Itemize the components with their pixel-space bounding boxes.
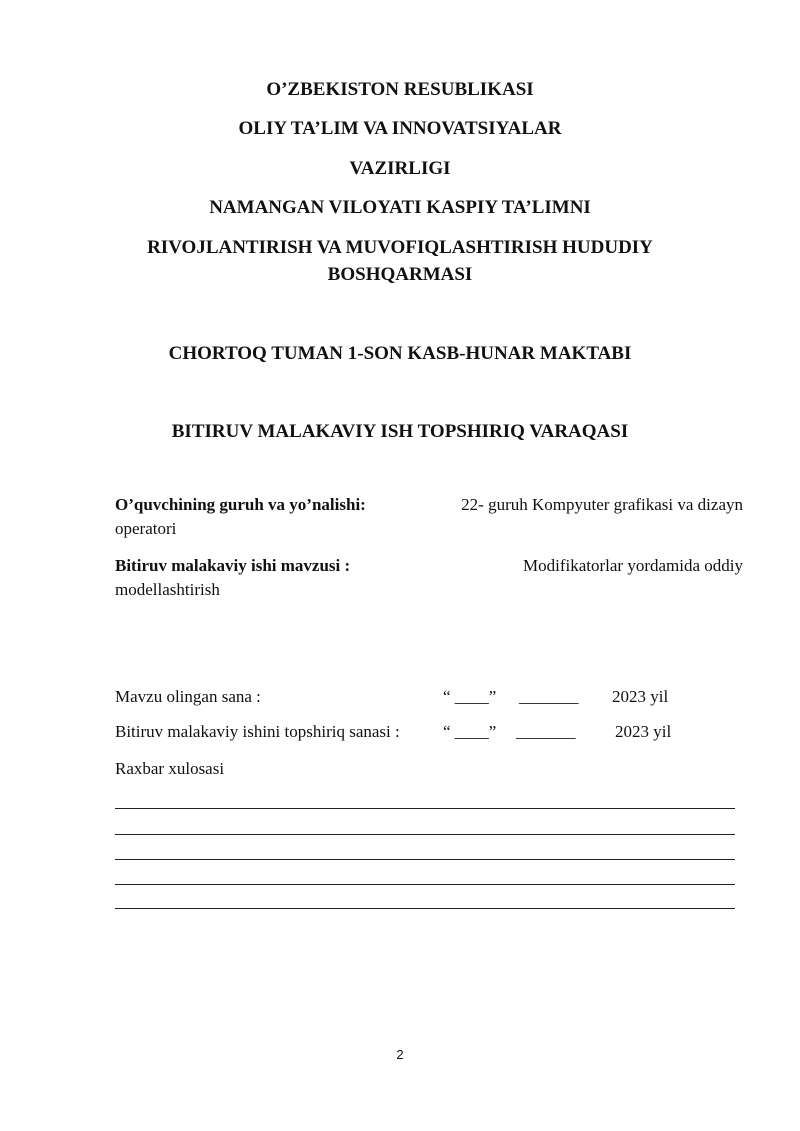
department-line-3: BOSHQARMASI bbox=[327, 264, 473, 285]
received-month-blank: _______ bbox=[519, 687, 579, 706]
group-label: O’quvchining guruh va yo’nalishi: bbox=[115, 495, 366, 514]
received-year: 2023 yil bbox=[612, 687, 669, 706]
ministry-line-1: O’ZBEKISTON RESUBLIKASI bbox=[266, 79, 534, 100]
submission-date-row bbox=[115, 721, 400, 743]
submission-day-blank: “ ____” bbox=[443, 722, 497, 741]
topic-label: Bitiruv malakaviy ishi mavzusi : bbox=[115, 556, 351, 575]
group-paragraph bbox=[115, 493, 743, 541]
topic-line-1 bbox=[115, 554, 743, 578]
group-value-line-2: operatori bbox=[115, 519, 177, 538]
received-date-row bbox=[115, 686, 261, 708]
topic-paragraph bbox=[115, 554, 743, 602]
department-line-1: NAMANGAN VILOYATI KASPIY TA’LIMNI bbox=[209, 197, 591, 218]
document-title: BITIRUV MALAKAVIY ISH TOPSHIRIQ VARAQASI bbox=[171, 421, 629, 442]
group-line-1 bbox=[115, 493, 743, 517]
supervisor-conclusion-label: Raxbar xulosasi bbox=[115, 759, 225, 778]
conclusion-line-2[interactable] bbox=[115, 834, 735, 835]
submission-month-blank: _______ bbox=[516, 722, 576, 741]
conclusion-line-1[interactable] bbox=[115, 808, 735, 809]
page-number: 2 bbox=[396, 1047, 404, 1062]
topic-value-line-1: Modifikatorlar yordamida oddiy bbox=[522, 556, 743, 575]
school-name: CHORTOQ TUMAN 1-SON KASB-HUNAR MAKTABI bbox=[168, 343, 632, 364]
ministry-line-3: VAZIRLIGI bbox=[349, 158, 451, 179]
group-value-line-1: 22- guruh Kompyuter grafikasi va dizayn bbox=[461, 495, 743, 514]
ministry-line-2: OLIY TA’LIM VA INNOVATSIYALAR bbox=[238, 118, 562, 139]
submission-year: 2023 yil bbox=[615, 722, 672, 741]
conclusion-line-3[interactable] bbox=[115, 859, 735, 860]
received-day-blank: “ ____” bbox=[443, 687, 497, 706]
received-date-label: Mavzu olingan sana : bbox=[115, 687, 261, 706]
conclusion-line-5[interactable] bbox=[115, 908, 735, 909]
topic-value-line-2: modellashtirish bbox=[115, 580, 220, 599]
conclusion-line-4[interactable] bbox=[115, 884, 735, 885]
department-line-2: RIVOJLANTIRISH VA MUVOFIQLASHTIRISH HUDUDIY bbox=[147, 237, 653, 258]
submission-date-label: Bitiruv malakaviy ishini topshiriq sanasi : bbox=[115, 722, 400, 741]
